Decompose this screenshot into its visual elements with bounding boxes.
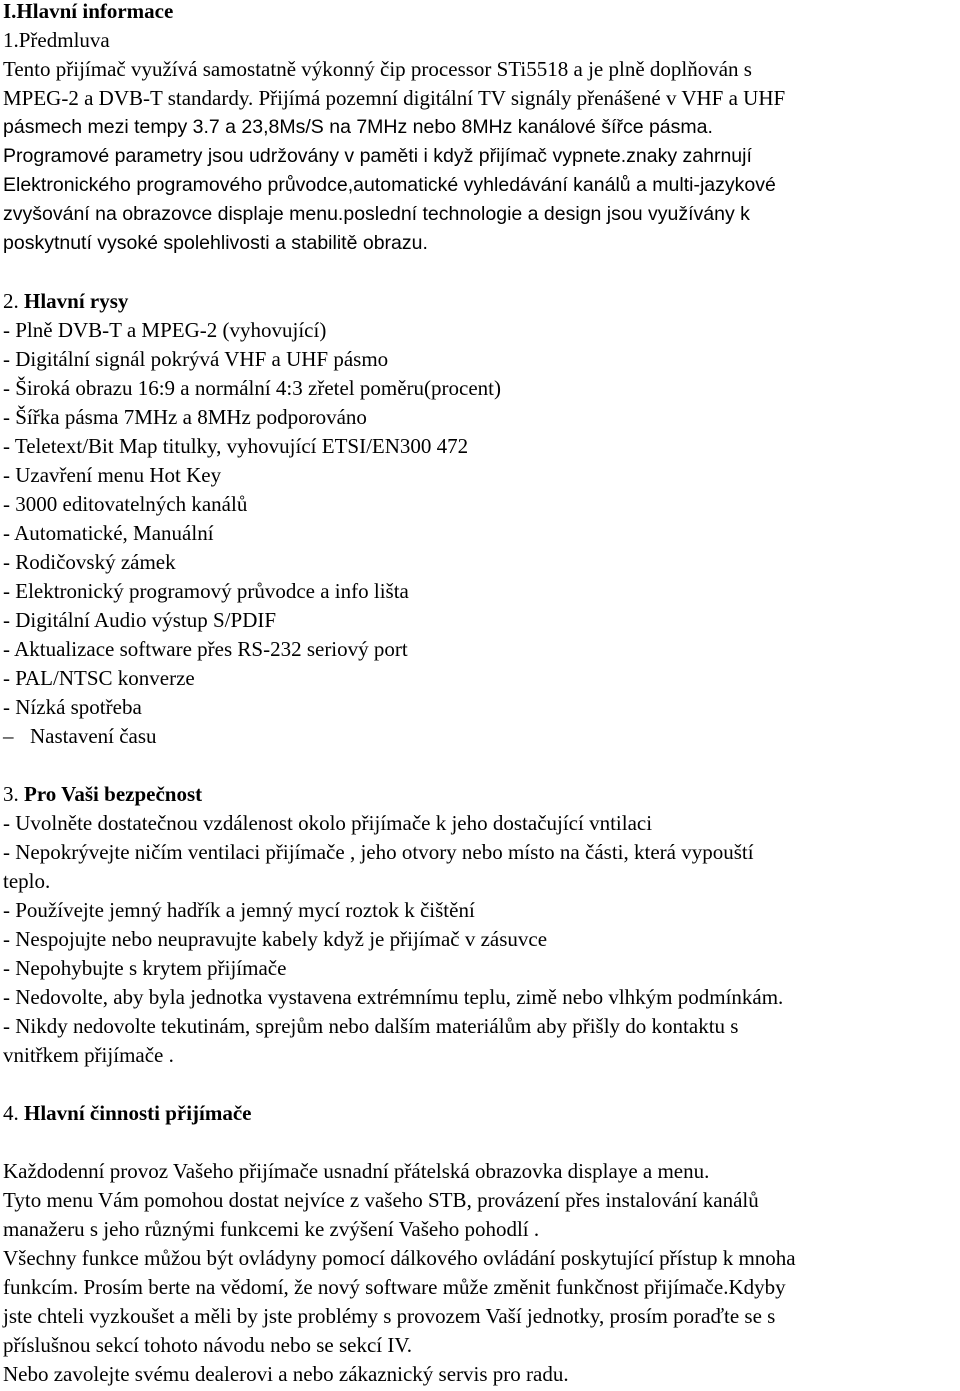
paragraph-line: Elektronického programového průvodce,automatické vyhledávání kanálů a multi-jazykové — [3, 174, 776, 196]
paragraph-line: Tento přijímač využívá samostatně výkonný čip processor STi5518 a je plně doplňován s — [3, 57, 752, 81]
spacer — [3, 258, 958, 287]
section-number: 4. — [3, 1101, 19, 1125]
paragraph-line: pásmech mezi tempy 3.7 a 23,8Ms/S na 7MHz nebo 8MHz kanálové šířce pásma. — [3, 116, 713, 138]
feature-item: - Aktualizace software přes RS-232 seriový port — [3, 637, 408, 661]
feature-item: - PAL/NTSC konverze — [3, 666, 195, 690]
feature-item: - Digitální signál pokrývá VHF a UHF pásmo — [3, 347, 389, 371]
section-subtitle: 1.Předmluva — [3, 28, 110, 52]
spacer — [3, 1128, 958, 1157]
spacer — [3, 1070, 958, 1099]
section-number: 2. — [3, 289, 19, 313]
paragraph-line: poskytnutí vysoké spolehlivosti a stabilitě obrazu. — [3, 232, 428, 254]
section-heading-text: Pro Vaši bezpečnost — [24, 782, 203, 806]
paragraph-line: Nebo zavolejte svému dealerovi a nebo zákaznický servis pro radu. — [3, 1362, 569, 1386]
safety-line: - Nespojujte nebo neupravujte kabely když je přijímač v zásuvce — [3, 927, 548, 951]
spacer — [3, 751, 958, 780]
paragraph-line: jste chteli vyzkoušet a měli by jste problémy s provozem Vaší jednotky, prosím poraďte se s — [3, 1304, 776, 1328]
safety-line: - Uvolněte dostatečnou vzdálenost okolo přijímače k jeho dostačující vntilaci — [3, 811, 653, 835]
paragraph-line: příslušnou sekcí tohoto návodu nebo se sekcí IV. — [3, 1333, 413, 1357]
paragraph-line: funkcím. Prosím berte na vědomí, že nový software může změnit funkčnost přijímače.Kdyby — [3, 1275, 786, 1299]
section-heading — [3, 1099, 958, 1128]
feature-item: - 3000 editovatelných kanálů — [3, 492, 248, 516]
feature-item: - Teletext/Bit Map titulky, vyhovující ETSI/EN300 472 — [3, 434, 469, 458]
safety-line: vnitřkem přijímače . — [3, 1043, 174, 1067]
paragraph-line: Programové parametry jsou udržovány v paměti i když přijímač vypnete.znaky zahrnují — [3, 145, 752, 167]
safety-line: - Používejte jemný hadřík a jemný mycí roztok k čištění — [3, 898, 475, 922]
paragraph-line: Všechny funkce můžou být ovládyny pomocí dálkového ovládání poskytující přístup k mnoha — [3, 1246, 796, 1270]
feature-item-text: Nastavení času — [30, 724, 157, 748]
feature-item: - Široká obrazu 16:9 a normální 4:3 zřetel poměru(procent) — [3, 376, 501, 400]
feature-item: - Šířka pásma 7MHz a 8MHz podporováno — [3, 405, 367, 429]
section-heading — [3, 780, 958, 809]
feature-item: - Uzavření menu Hot Key — [3, 463, 222, 487]
section-heading — [3, 287, 958, 316]
feature-item: - Nízká spotřeba — [3, 695, 142, 719]
safety-line: teplo. — [3, 869, 51, 893]
list-dash: – — [3, 724, 14, 748]
section-heading-text: Hlavní rysy — [24, 289, 129, 313]
section-number: 3. — [3, 782, 19, 806]
safety-line: - Nepohybujte s krytem přijímače — [3, 956, 287, 980]
paragraph-line: MPEG-2 a DVB-T standardy. Přijímá pozemní digitální TV signály přenášené v VHF a UHF — [3, 86, 786, 110]
paragraph-line: zvyšování na obrazovce displaje menu.poslední technologie a design jsou využívány k — [3, 203, 750, 225]
feature-item: - Digitální Audio výstup S/PDIF — [3, 608, 277, 632]
feature-item-last — [3, 722, 958, 751]
safety-line: - Nepokrývejte ničím ventilaci přijímače , jeho otvory nebo místo na části, která vypouští — [3, 840, 754, 864]
feature-item: - Automatické, Manuální — [3, 521, 214, 545]
safety-line: - Nikdy nedovolte tekutinám, sprejům nebo dalším materiálům aby přišly do kontaktu s — [3, 1014, 739, 1038]
safety-line: - Nedovolte, aby byla jednotka vystavena extrémnímu teplu, zimě nebo vlhkým podmínkám. — [3, 985, 784, 1009]
feature-item: - Elektronický programový průvodce a info lišta — [3, 579, 409, 603]
section-heading-text: Hlavní činnosti přijímače — [24, 1101, 252, 1125]
paragraph-line: Tyto menu Vám pomohou dostat nejvíce z vašeho STB, provázení přes instalování kanálů — [3, 1188, 759, 1212]
feature-item: - Plně DVB-T a MPEG-2 (vyhovující) — [3, 318, 327, 342]
section-title: I.Hlavní informace — [3, 0, 174, 23]
paragraph-line: manažeru s jeho různými funkcemi ke zvýšení Vašeho pohodlí . — [3, 1217, 540, 1241]
feature-item: - Rodičovský zámek — [3, 550, 176, 574]
paragraph-line: Každodenní provoz Vašeho přijímače usnadní přátelská obrazovka displaye a menu. — [3, 1159, 710, 1183]
document-page — [3, 0, 958, 1389]
